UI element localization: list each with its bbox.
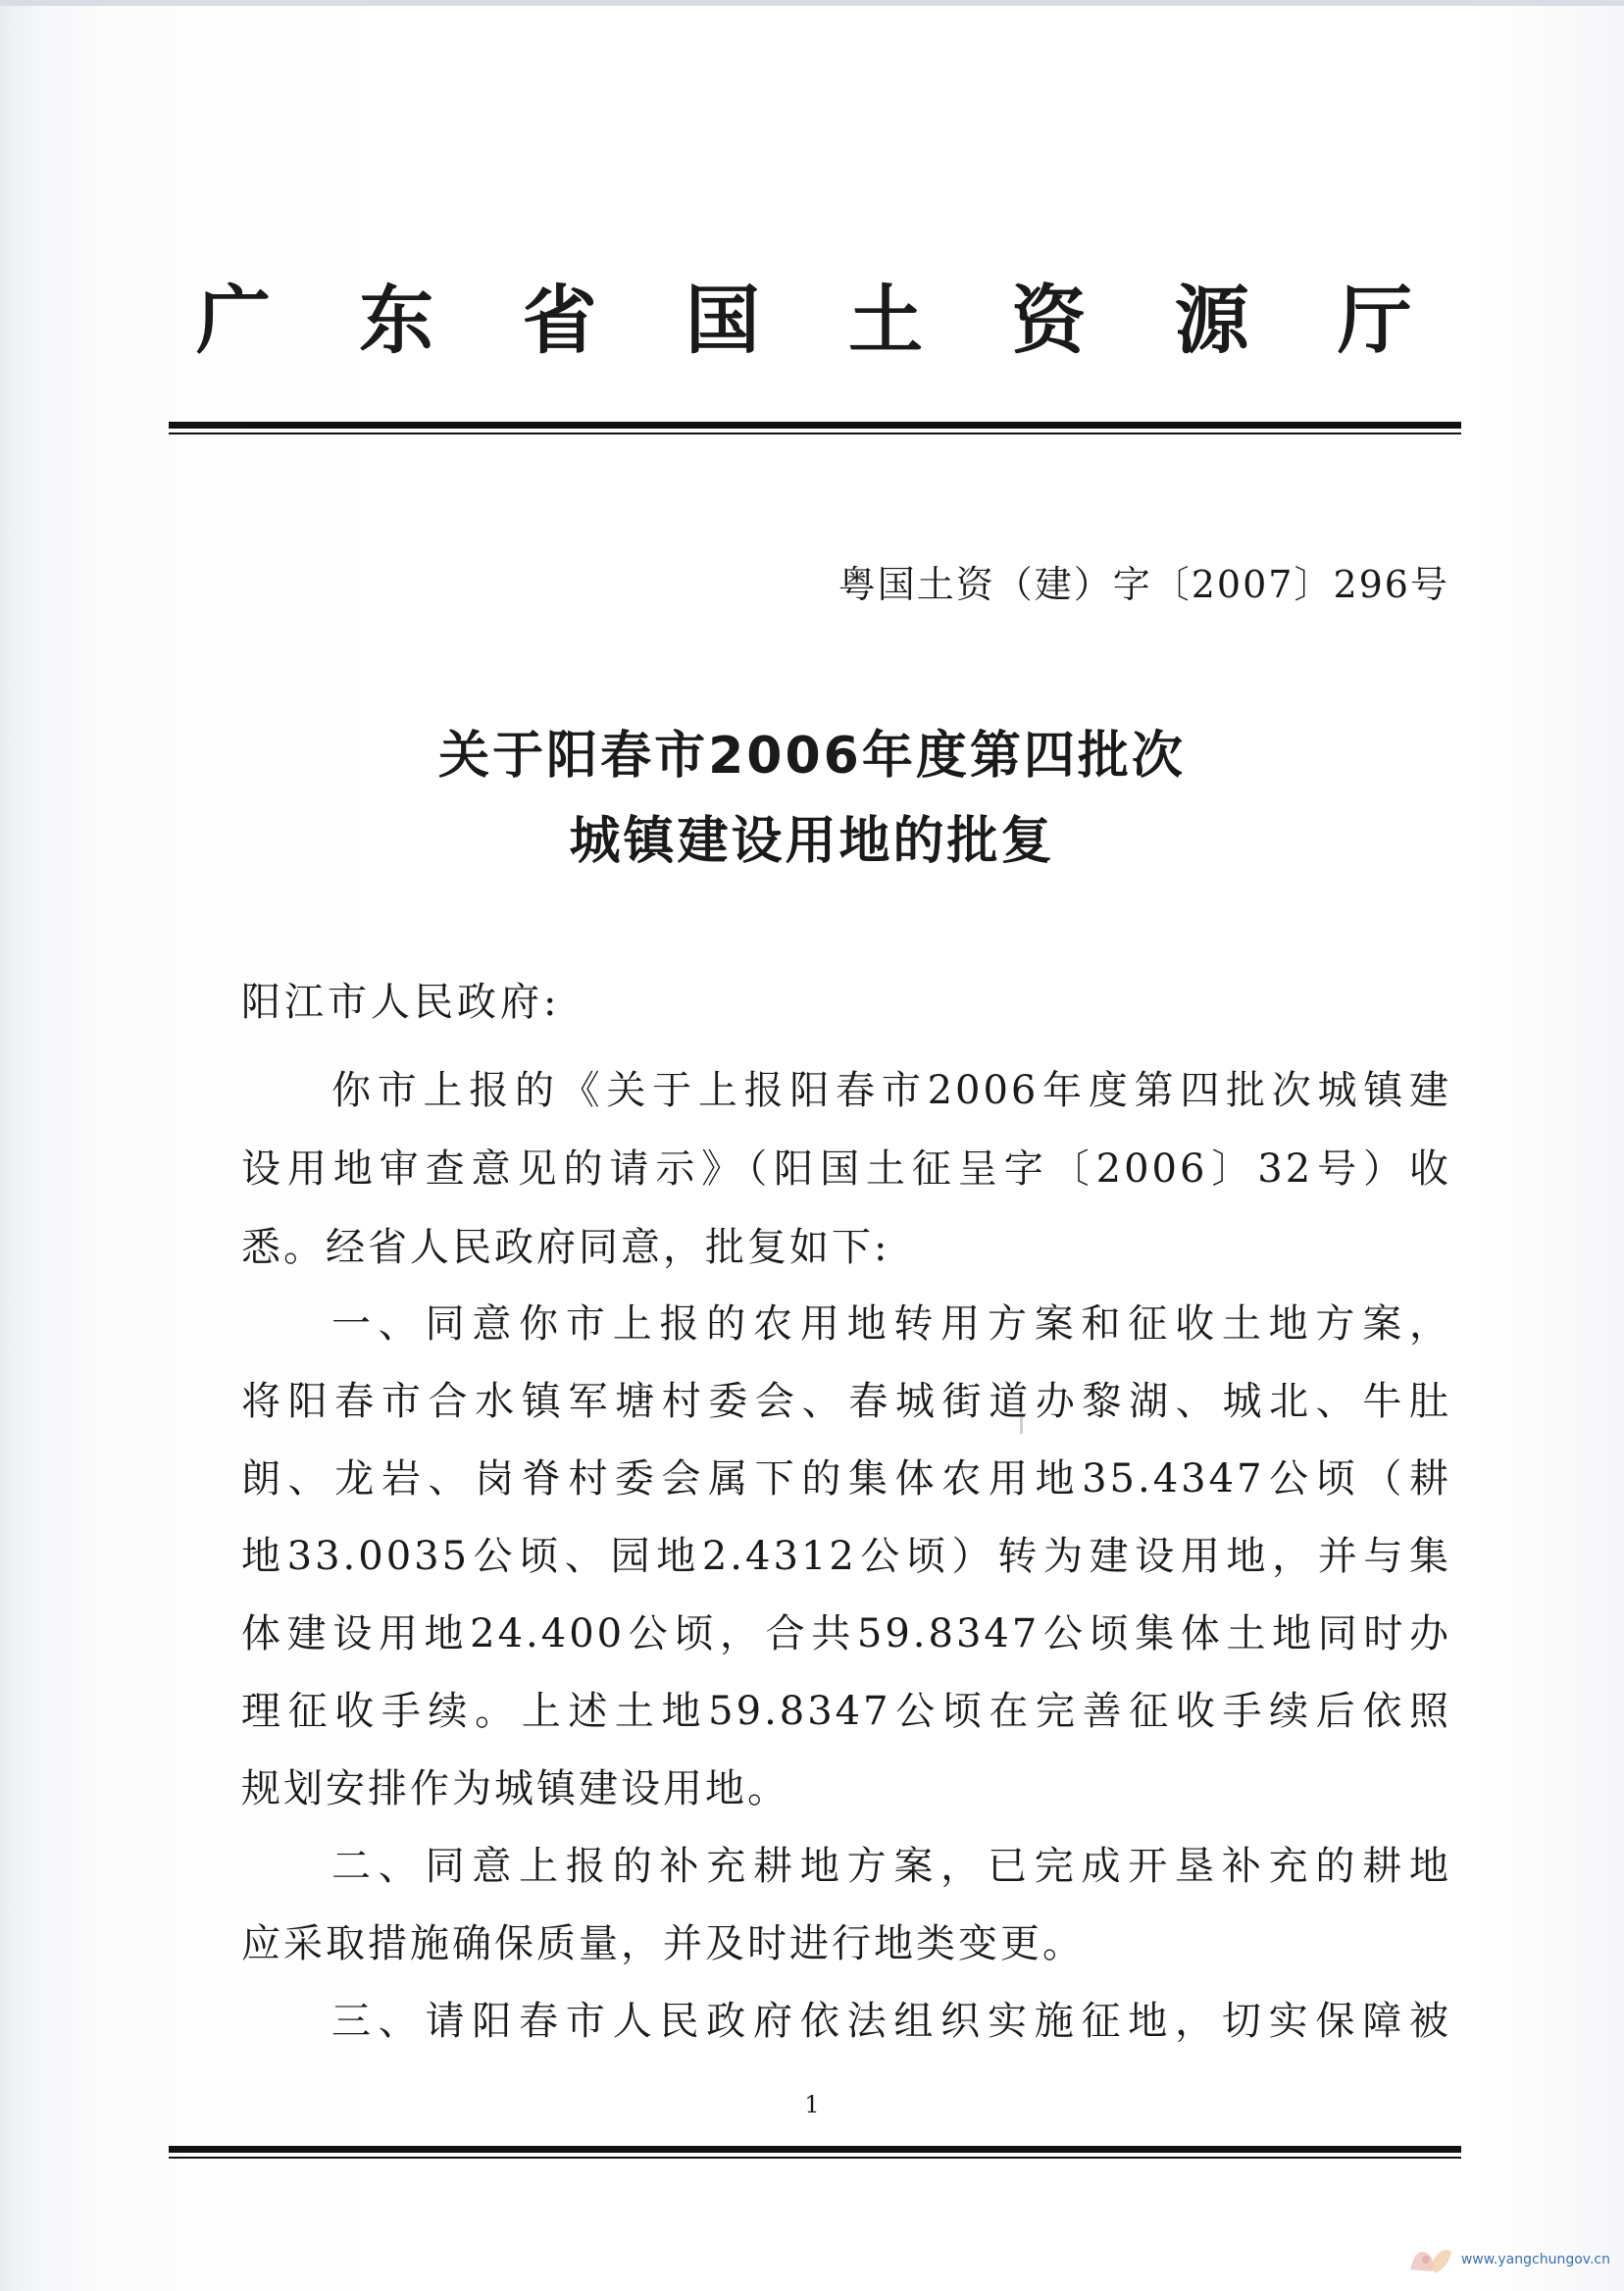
header-char: 国: [685, 276, 760, 364]
site-watermark: [1406, 2240, 1610, 2279]
header-char: 东: [359, 276, 434, 364]
body-line: 悉。经省人民政府同意，批复如下:: [241, 1225, 890, 1270]
header-char: 源: [1174, 276, 1249, 364]
header-char: 资: [1011, 276, 1087, 364]
body-line: 规划安排作为城镇建设用地。: [241, 1766, 789, 1811]
body-line: 设用地审查意见的请示》（阳国土征呈字〔2006〕32号）收: [241, 1146, 1451, 1192]
body-line: 一、同意你市上报的农用地转用方案和征收土地方案，: [331, 1301, 1451, 1347]
watermark-url: www.yangchungov.cn: [1460, 2252, 1610, 2267]
site-logo-icon: [1406, 2240, 1455, 2279]
body-line: 二、同意上报的补充耕地方案，已完成开垦补充的耕地: [331, 1844, 1451, 1889]
document-title-line-2: 城镇建设用地的批复: [569, 812, 1055, 871]
body-line: 朗、龙岩、岗脊村委会属下的集体农用地35.4347公顷（耕: [241, 1456, 1451, 1502]
body-line: 理征收手续。上述土地59.8347公顷在完善征收手续后依照: [241, 1689, 1451, 1734]
body-line: 你市上报的《关于上报阳春市2006年度第四批次城镇建: [331, 1068, 1451, 1113]
issuing-authority-header: [196, 265, 1412, 363]
body-line: 将阳春市合水镇军塘村委会、春城街道办黎湖、城北、牛肚: [241, 1379, 1451, 1424]
document-title-line-1: 关于阳春市2006年度第四批次: [438, 727, 1186, 786]
footer-divider: [169, 2146, 1461, 2159]
document-number: 粤国土资（建）字〔2007〕296号: [837, 563, 1449, 606]
header-divider: [169, 422, 1461, 434]
scan-smudge: [1020, 1412, 1023, 1434]
body-line: 三、请阳春市人民政府依法组织实施征地，切实保障被: [331, 1999, 1451, 2044]
scan-edge: [0, 0, 1624, 6]
body-line: 体建设用地24.400公顷，合共59.8347公顷集体土地同时办: [241, 1611, 1451, 1656]
page-number: 1: [804, 2091, 820, 2118]
header-char: 省: [522, 276, 597, 364]
header-char: 土: [848, 276, 924, 364]
header-char: 广: [196, 276, 271, 364]
salutation: 阳江市人民政府:: [241, 980, 561, 1025]
body-line: 应采取措施确保质量，并及时进行地类变更。: [241, 1921, 1085, 1966]
body-line: 地33.0035公顷、园地2.4312公顷）转为建设用地，并与集: [241, 1534, 1451, 1579]
header-char: 厅: [1337, 276, 1412, 364]
